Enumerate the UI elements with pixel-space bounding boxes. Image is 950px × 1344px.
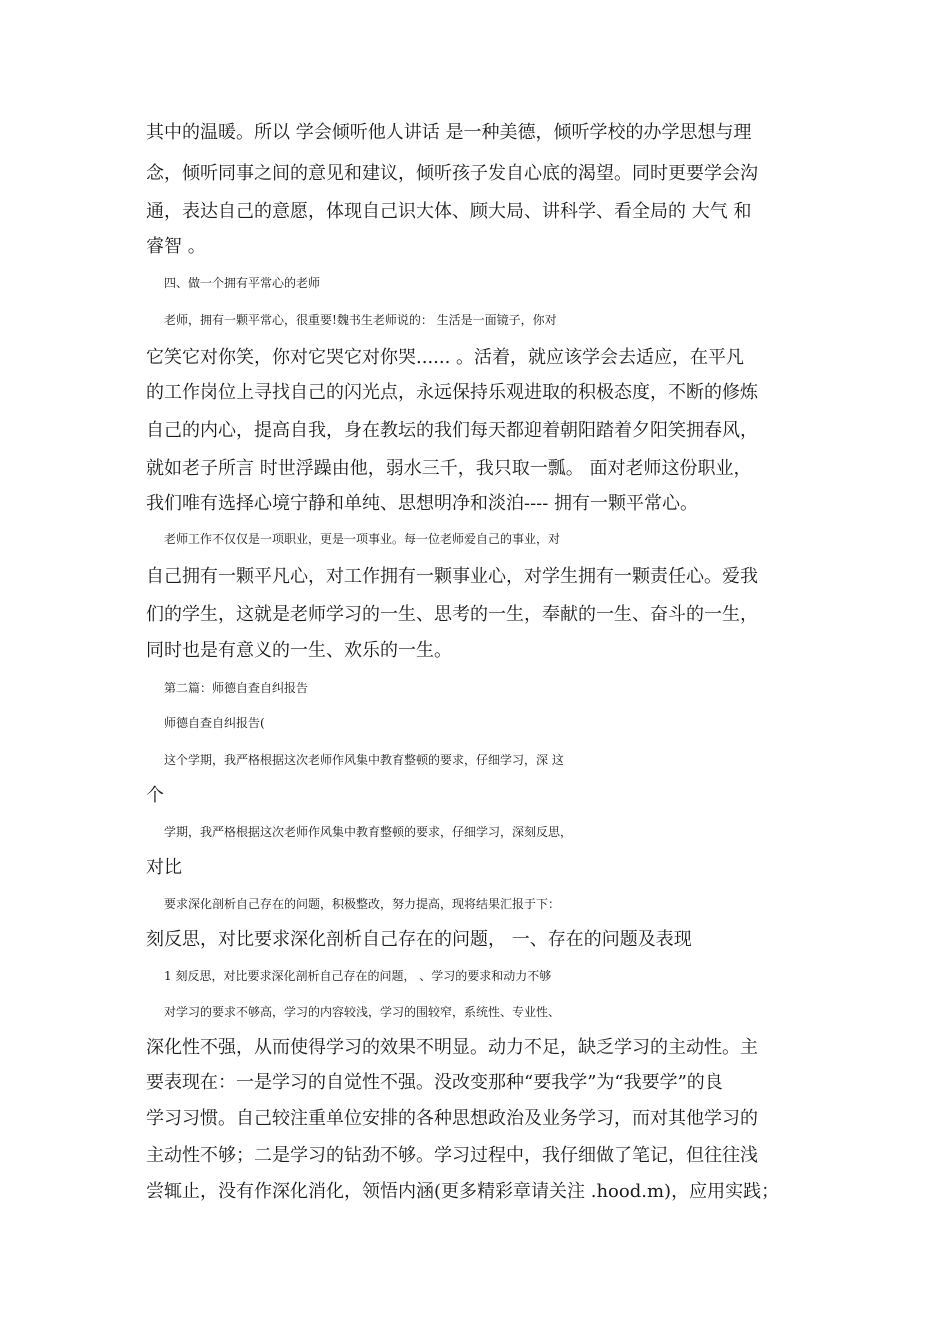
text-line: 深化性不强，从而使得学习的效果不明显。动力不足，缺乏学习的主动性。主	[146, 1037, 758, 1058]
text-line: 们的学生，这就是老师学习的一生、思考的一生，奉献的一生、奋斗的一生，	[146, 604, 758, 625]
text-line: 的工作岗位上寻找自己的闪光点，永远保持乐观进取的积极态度，不断的修炼	[146, 382, 758, 403]
text-line: 就如老子所言 时世浮躁由他，弱水三千，我只取一瓢。 面对老师这份职业，	[146, 458, 752, 479]
text-line: 这个学期，我严格根据这次老师作风集中教育整顿的要求，仔细学习，深 这	[164, 753, 564, 767]
section-heading: 四、做一个拥有平常心的老师	[164, 276, 321, 290]
text-line: 念，倾听同事之间的意见和建议，倾听孩子发自心底的渴望。同时更要学会沟	[146, 163, 758, 184]
text-line: 要求深化剖析自己存在的问题，积极整改，努力提高，现将结果汇报于下：	[164, 897, 561, 911]
text-line: 1 刻反思，对比要求深化剖析自己存在的问题， 、学习的要求和动力不够	[164, 969, 552, 983]
text-line: 自己的内心，提高自我，身在教坛的我们每天都迎着朝阳踏着夕阳笑拥春风，	[146, 420, 758, 441]
text-line: 尝辄止，没有作深化消化，领悟内涵(更多精彩章请关注 .hood.m)，应用实践；	[146, 1181, 780, 1202]
text-line: 刻反思，对比要求深化剖析自己存在的问题， 一、存在的问题及表现	[146, 929, 692, 950]
text-line: 老师工作不仅仅是一项职业，更是一项事业。每一位老师爱自己的事业，对	[164, 532, 561, 546]
section-heading: 第二篇：师德自查自纠报告	[164, 681, 309, 695]
text-line: 学期，我严格根据这次老师作风集中教育整顿的要求，仔细学习，深刻反思，	[164, 825, 573, 839]
text-line: 对学习的要求不够高，学习的内容较浅，学习的围较窄，系统性、专业性、	[164, 1005, 561, 1019]
text-line: 老师，拥有一颗平常心，很重要!魏书生老师说的： 生活是一面镜子，你对	[164, 313, 557, 327]
text-line: 学习习惯。自己较注重单位安排的各种思想政治及业务学习，而对其他学习的	[146, 1108, 758, 1129]
text-line: 师德自查自纠报告(	[164, 716, 265, 730]
text-line: 主动性不够；二是学习的钻劲不够。学习过程中，我仔细做了笔记，但往往浅	[146, 1145, 758, 1166]
text-line: 通，表达自己的意愿，体现自己识大体、顾大局、讲科学、看全局的 大气 和	[146, 201, 752, 222]
text-line: 同时也是有意义的一生、欢乐的一生。	[146, 640, 452, 661]
text-line: 对比	[146, 857, 182, 878]
text-line: 我们唯有选择心境宁静和单纯、思想明净和淡泊---- 拥有一颗平常心。	[146, 493, 699, 514]
text-line: 个	[146, 785, 164, 806]
text-line: 它笑它对你笑，你对它哭它对你哭...... 。活着，就应该学会去适应，在平凡	[146, 347, 745, 368]
text-line: 其中的温暖。所以 学会倾听他人讲话 是一种美德，倾听学校的办学思想与理	[146, 122, 752, 143]
text-line: 要表现在：一是学习的自觉性不强。没改变那种“要我学”为“我要学”的良	[146, 1072, 723, 1093]
text-line: 睿智 。	[146, 236, 206, 257]
text-line: 自己拥有一颗平凡心，对工作拥有一颗事业心，对学生拥有一颗责任心。爱我	[146, 566, 758, 587]
